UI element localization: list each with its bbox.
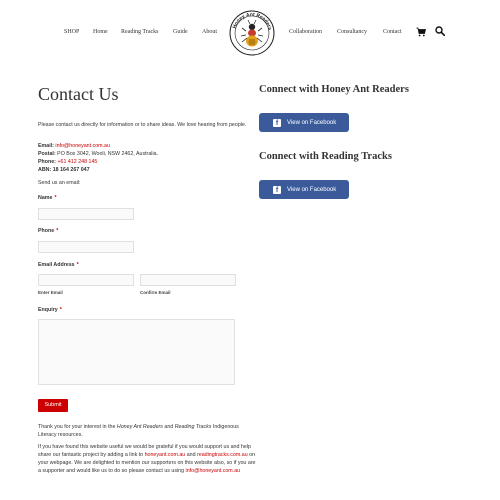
readingtracks-link[interactable]: readingtracks.com.au [197, 452, 248, 458]
facebook-button-label: View on Facebook [287, 119, 337, 126]
phone-field-label [38, 228, 58, 234]
connect-reading-tracks-heading: Connect with Reading Tracks [259, 151, 392, 162]
page-title: Contact Us [38, 84, 119, 104]
phone-line [38, 158, 250, 166]
nav-guide[interactable]: Guide [173, 29, 188, 35]
support-part: and [185, 452, 198, 458]
support-text [38, 443, 256, 475]
intro-text: Please contact us directly for information or to share ideas. We love hearing from people. [38, 122, 247, 128]
thanks-part: and [162, 424, 175, 430]
reading-tracks-facebook-button[interactable] [259, 180, 349, 199]
abn-line [38, 166, 250, 174]
thanks-part: Indigenous Literacy resources. [38, 424, 239, 438]
required-mark: * [76, 262, 79, 268]
nav-about[interactable]: About [202, 29, 217, 35]
facebook-button-label: View on Facebook [287, 186, 337, 193]
enter-email-sublabel: Enter Email [38, 290, 63, 295]
submit-button[interactable]: Submit [38, 399, 68, 412]
support-part: on your webpage. We are delighted to mention our supporters on this website also, so if you are a supporter and would like us to do so please contact us using [38, 452, 256, 474]
email-address-label-text: Email Address [38, 262, 75, 268]
enquiry-textarea[interactable] [38, 319, 235, 385]
confirm-email-input[interactable] [140, 274, 236, 286]
connect-honey-ant-heading: Connect with Honey Ant Readers [259, 84, 409, 95]
abn-label: ABN: [38, 167, 52, 173]
nav-consultancy[interactable]: Consultancy [337, 29, 367, 35]
postal-line [38, 150, 250, 158]
svg-text:Honey Ant Readers: Honey Ant Readers [231, 11, 273, 31]
nav-reading-tracks[interactable]: Reading Tracks [121, 29, 159, 35]
required-mark: * [59, 307, 62, 313]
required-mark: * [56, 228, 59, 234]
abn-value: 18 164 267 047 [52, 167, 90, 173]
thanks-part: Thank you for your interest in the [38, 424, 117, 430]
enter-email-input[interactable] [38, 274, 134, 286]
support-email-link[interactable]: info@honeyant.com.au [185, 468, 241, 474]
confirm-email-sublabel: Confirm Email [140, 290, 171, 295]
name-input[interactable] [38, 208, 134, 220]
thanks-emphasis: Reading Tracks [174, 424, 212, 430]
postal-value: PO Box 3042, Wooli, NSW 2462, Australia. [57, 151, 159, 157]
top-nav [0, 0, 500, 64]
honey-ant-readers-logo[interactable] [229, 10, 275, 56]
phone-label-text: Phone [38, 228, 55, 234]
name-label-text: Name [38, 195, 53, 201]
thanks-emphasis: Honey Ant Readers [116, 424, 163, 430]
nav-contact[interactable]: Contact [383, 29, 402, 35]
nav-collaboration[interactable]: Collaboration [289, 29, 322, 35]
phone-link[interactable]: +61 412 248 145 [57, 159, 98, 165]
enquiry-label [38, 307, 62, 313]
postal-label: Postal: [38, 151, 56, 157]
enquiry-label-text: Enquiry [38, 307, 58, 313]
support-part: If you have found this website useful we would be grateful if you would support us and help share our fantastic project by adding a link to [38, 444, 251, 458]
facebook-icon: f [273, 186, 281, 194]
cart-icon[interactable] [416, 27, 426, 37]
send-us-text: Send us an email: [38, 180, 81, 186]
nav-home[interactable]: Home [93, 29, 108, 35]
thanks-text [38, 423, 250, 439]
facebook-icon: f [273, 119, 281, 127]
phone-label: Phone: [38, 159, 56, 165]
phone-input[interactable] [38, 241, 134, 253]
honeyant-link[interactable]: honeyant.com.au [144, 452, 186, 458]
contact-details [38, 142, 250, 174]
name-label [38, 195, 57, 201]
email-address-label [38, 262, 79, 268]
search-icon[interactable] [435, 26, 445, 36]
email-label: Email: [38, 143, 54, 149]
email-link[interactable]: info@honeyant.com.au [55, 143, 110, 149]
email-line [38, 142, 250, 150]
nav-shop[interactable]: SHOP [64, 29, 80, 35]
required-mark: * [54, 195, 57, 201]
honey-ant-facebook-button[interactable] [259, 113, 349, 132]
